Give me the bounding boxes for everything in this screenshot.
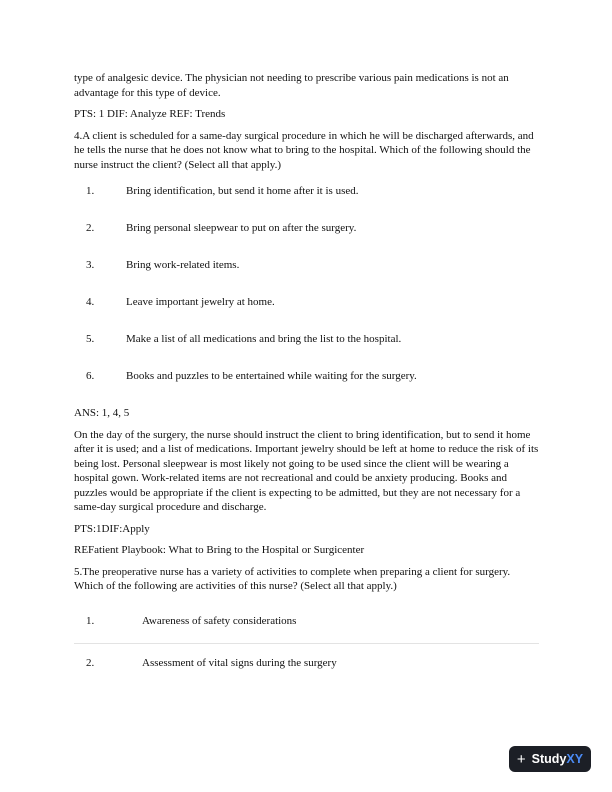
option-number: 1. — [86, 614, 95, 627]
option-item — [74, 369, 539, 406]
option-number: 2. — [86, 222, 95, 235]
studyxy-badge[interactable] — [509, 746, 591, 772]
option-item — [74, 643, 539, 686]
option-item — [74, 332, 539, 369]
option-text: Awareness of safety considerations — [142, 614, 297, 627]
option-text: Bring personal sleepwear to put on after the surgery. — [126, 222, 357, 235]
answer-key: ANS: 1, 4, 5 — [74, 407, 130, 420]
brand-study: Study — [531, 751, 567, 766]
question-4-options — [74, 184, 539, 406]
plus-icon: + — [516, 750, 526, 768]
option-item — [74, 184, 539, 221]
brand-xy: XY — [566, 751, 584, 766]
option-item — [74, 295, 539, 332]
option-item — [74, 258, 539, 295]
option-item — [74, 221, 539, 258]
intro-block — [74, 71, 539, 122]
option-number: 1. — [86, 185, 95, 198]
question-5-stem: 5.The preoperative nurse has a variety of activities to complete when preparing a client for surgery. Which of the following are activities of this nurse? (Select all that apply.) — [74, 565, 511, 593]
question-5 — [74, 565, 539, 686]
pts-meta: PTS:1DIF:Apply — [74, 522, 150, 535]
brand-name — [532, 751, 583, 768]
document-page — [74, 71, 539, 693]
option-number: 3. — [86, 259, 95, 272]
option-number: 4. — [86, 296, 95, 309]
option-text: Books and puzzles to be entertained while waiting for the surgery. — [126, 370, 417, 383]
option-text: Leave important jewelry at home. — [126, 296, 275, 309]
intro-meta: PTS: 1 DIF: Analyze REF: Trends — [74, 108, 226, 121]
option-number: 5. — [86, 333, 95, 346]
rationale-text: On the day of the surgery, the nurse should instruct the client to bring identification, but to send it home after it is used; and a list of medications. Important jewelry should be left at home to reduce the risk of its being lost. Personal sleepwear is most likely not going to be used since the client will be wearing a hospital gown. Work-related items are not recreational and could be anxiety producing. Books and puzzles would be appropriate if the client is expecting to be admitted, but they are not necessary for a same-day surgical procedure and discharge. — [74, 428, 539, 514]
question-4 — [74, 129, 539, 558]
question-4-stem: 4.A client is scheduled for a same-day surgical procedure in which he will be discharged afterwards, and he tells the nurse that he does not know what to bring to the hospital. Which of the following should the nurse instruct the client? (Select all that apply.) — [74, 129, 534, 171]
option-text: Bring identification, but send it home after it is used. — [126, 185, 359, 198]
option-text: Assessment of vital signs during the surgery — [142, 657, 337, 670]
option-number: 6. — [86, 370, 95, 383]
option-number: 2. — [86, 657, 95, 670]
option-text: Make a list of all medications and bring the list to the hospital. — [126, 333, 402, 346]
intro-text: type of analgesic device. The physician not needing to prescribe various pain medications is not an advantage for this type of device. — [74, 72, 509, 99]
option-text: Bring work-related items. — [126, 259, 240, 272]
reference-text: REFatient Playbook: What to Bring to the Hospital or Surgicenter — [74, 544, 365, 557]
question-5-options — [74, 607, 539, 686]
option-item — [74, 607, 539, 644]
